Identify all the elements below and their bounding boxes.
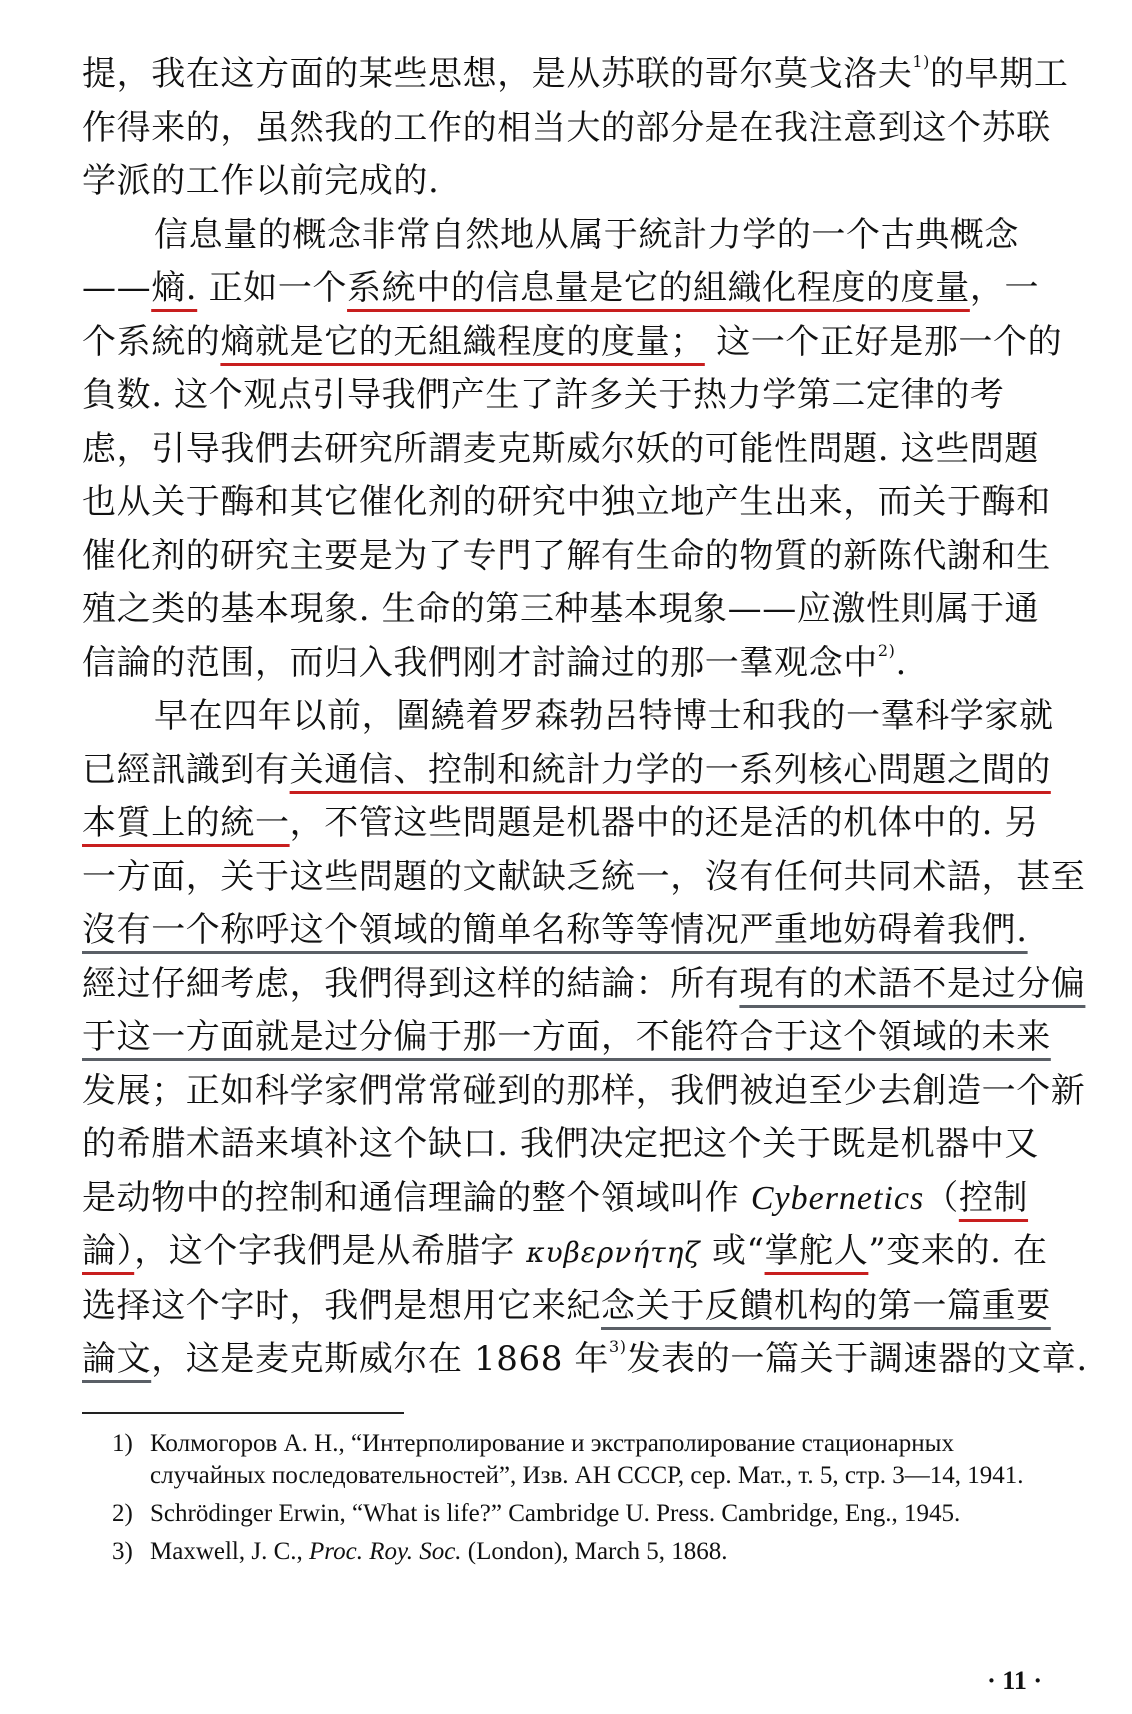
text-line: 論文，这是麦克斯威尔在 1868 年$^{3)}$发表的一篇关于調速器的文章.	[82, 1337, 1088, 1379]
highlight-red: 系統中的信息量是它的組織化程度的度量	[347, 268, 970, 308]
text-line: 催化剂的研究主要是为了专門了解有生命的物質的新陈代謝和生	[82, 535, 1051, 576]
footnote-number: 1)	[112, 1430, 133, 1457]
journal-title: Proc. Roy. Soc.	[309, 1538, 462, 1565]
highlight-red: 論）	[82, 1231, 135, 1271]
text-line: 早在四年以前，圍繞着罗森勃呂特博士和我的一羣科学家就	[154, 696, 1054, 736]
text-line: 也从关于酶和其它催化剂的研究中独立地产生出来，而关于酶和	[82, 482, 1051, 522]
highlight-red: 关通信、控制和統計力学的一系列核心問題之間的	[289, 749, 1051, 790]
highlight-gray: 于这一方面就是过分偏于那一方面，不能符合于这个領域的未来	[82, 1017, 1051, 1057]
highlight-gray: 現有的术語不是过分偏	[739, 963, 1086, 1004]
footnote-ref-1[interactable]: 1)	[912, 52, 931, 71]
text-line: 作得来的，虽然我的工作的相当大的部分是在我注意到这个苏联	[82, 107, 1051, 148]
footnote-number: 2)	[112, 1500, 133, 1527]
footnote-ref-3[interactable]: 3)	[608, 1337, 627, 1356]
text-line: 个系統的熵就是它的无組織程度的度量； 这一个正好是那一个的	[82, 321, 1063, 362]
text-line: 信息量的概念非常自然地从属于統計力学的一个古典概念	[154, 214, 1019, 255]
footnote-2	[112, 1498, 1072, 1530]
text-line: 的希腊术語来填补这个缺口. 我們决定把这个关于既是机器中又	[82, 1124, 1040, 1164]
footnote-ref-2[interactable]: 2)	[877, 640, 896, 660]
highlight-gray: 沒有一个称呼这个領域的簡单名称等等情况严重地妨碍着我們.	[82, 910, 1028, 950]
text-line: 負数. 这个观点引导我們产生了許多关于热力学第二定律的考	[82, 375, 1005, 415]
highlight-red: 控制	[958, 1177, 1029, 1218]
paragraph-2	[82, 209, 1072, 691]
footnote-number: 3)	[112, 1538, 133, 1565]
highlight-gray: 念关于反饋机构的第一篇重要	[601, 1285, 1051, 1326]
paragraph-1	[82, 48, 1072, 209]
greek-word: κυβερνήτηζ	[526, 1236, 701, 1269]
text-line: 是动物中的控制和通信理論的整个領域叫作 Cybernetics（控制	[82, 1177, 1029, 1218]
footnote-text: Schrödinger Erwin, “What is life?” Cambridge U. Press. Cambridge, Eng., 1945.	[150, 1500, 961, 1527]
text-line: ——熵. 正如一个系統中的信息量是它的組織化程度的度量，一	[82, 268, 1040, 308]
term-cybernetics: Cybernetics	[750, 1179, 925, 1217]
text-line: 經过仔細考虑，我們得到这样的結論：所有現有的术語不是过分偏	[82, 963, 1086, 1004]
text-line: 虑，引导我們去研究所謂麦克斯威尔妖的可能性問題. 这些問題	[82, 428, 1040, 469]
text-line: 論），这个字我們是从希腊字 κυβερνήτηζ 或“掌舵人”变来的. 在	[82, 1231, 1048, 1271]
footnote-text: Колмогоров А. Н., “Интерполирование и экстраполирование стационарных случайных последовательностей”, Изв. АН СССР, сер. Мат., т. 5, стр. 3—14, 1941.	[150, 1430, 1024, 1489]
footnote-divider	[82, 1412, 404, 1414]
highlight-red: 熵就是它的无組織程度的度量；	[220, 321, 705, 362]
page-number: · 11 ·	[987, 1666, 1042, 1695]
main-text	[82, 48, 1088, 1387]
text-line: 已經訊識到有关通信、控制和統計力学的一系列核心問題之間的	[82, 749, 1051, 790]
text-line: 本質上的統一，不管这些問題是机器中的还是活的机体中的. 另	[82, 803, 1040, 843]
footnote-3	[112, 1536, 1072, 1568]
text-line: 学派的工作以前完成的.	[82, 161, 440, 201]
highlight-red: 熵.	[151, 268, 198, 308]
text-line: 殖之类的基本現象. 生命的第三种基本現象——应激性則属于通	[82, 589, 1040, 629]
footnotes	[112, 1428, 1072, 1574]
text-line: 选择这个字时，我們是想用它来紀念关于反饋机构的第一篇重要	[82, 1285, 1051, 1326]
highlight-red: 本質上的統一	[82, 803, 290, 843]
highlight-red: 掌舵人	[764, 1231, 869, 1271]
text-line: 信論的范围，而归入我們刚才討論过的那一羣观念中$^{2)}$.	[82, 640, 907, 683]
footnote-text: Maxwell, J. C., Proc. Roy. Soc. (London), March 5, 1868.	[150, 1538, 728, 1565]
text-line: 一方面，关于这些問題的文献缺乏統一，沒有任何共同术語，甚至	[82, 856, 1086, 897]
text-line: 发展；正如科学家們常常碰到的那样，我們被迫至少去創造一个新	[82, 1070, 1086, 1111]
footnote-1	[112, 1428, 1072, 1492]
paragraph-3	[82, 690, 1088, 1387]
text-line: 提，我在这方面的某些思想，是从苏联的哥尔莫戈洛夫$^{1)}$的早期工	[82, 52, 1069, 94]
highlight-gray: 論文	[82, 1339, 152, 1379]
